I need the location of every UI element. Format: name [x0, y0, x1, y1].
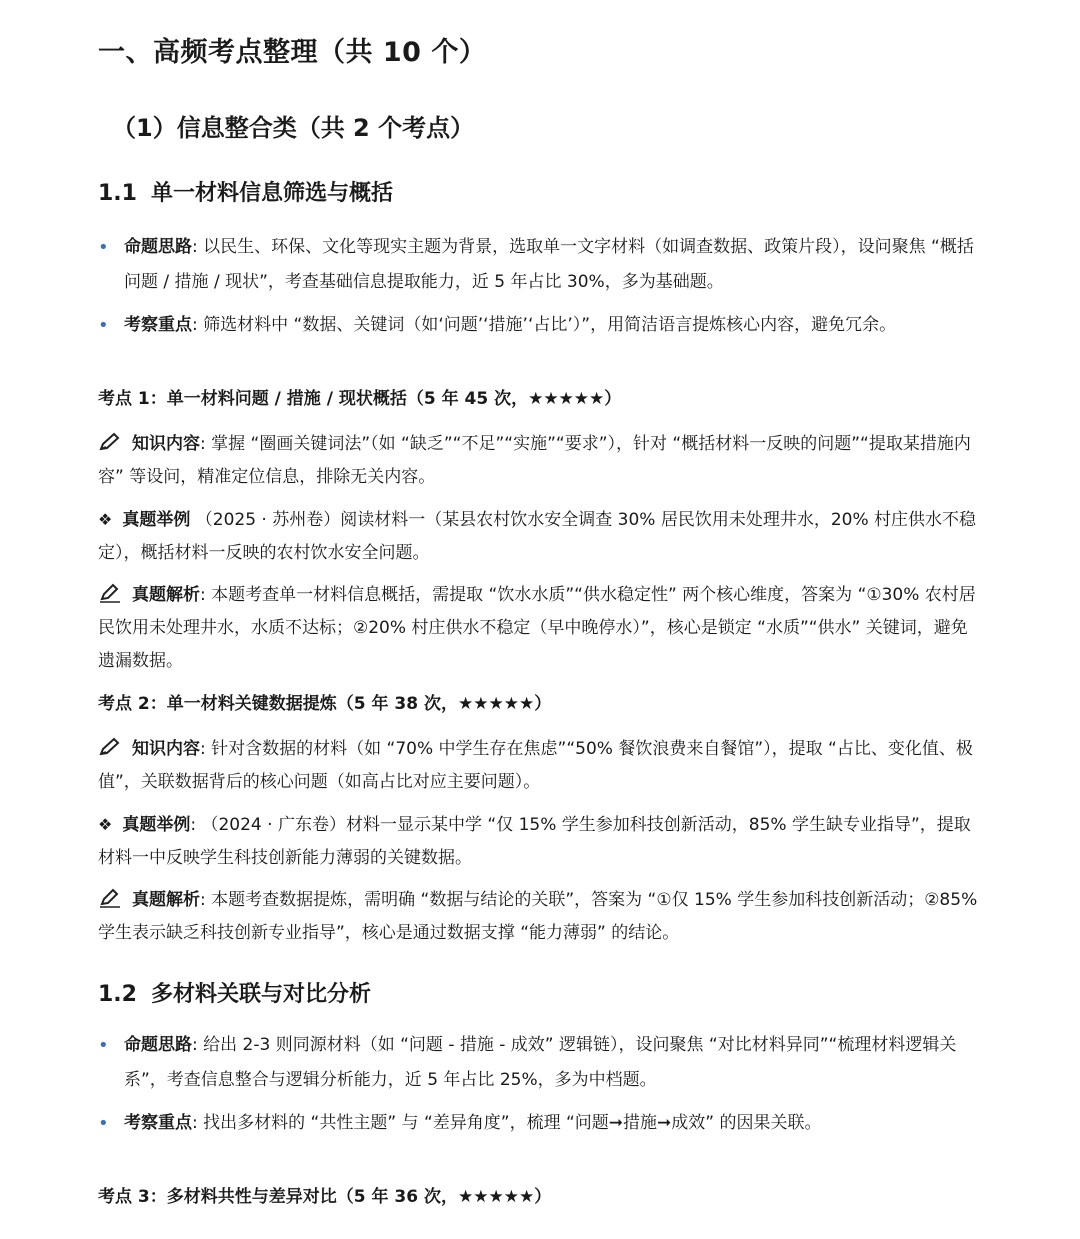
section-title: （1）信息整合类（共 2 个考点） — [112, 114, 475, 142]
bullet-icon: • — [98, 315, 109, 336]
example-paragraph: ❖ 真题举例 （2025 · 苏州卷）阅读材料一（某县农村饮水安全调查 30% 居民饮用未处理井水，20% 村庄供水不稳定），概括材料一反映的农村饮水安全问题。 — [98, 510, 977, 563]
bullet-icon: • — [98, 1113, 109, 1134]
example-paragraph: ❖ 真题举例: （2024 · 广东卷）材料一显示某中学 “仅 15% 学生参加科技创新活动，85% 学生缺专业指导”，提取材料一中反映学生科技创新能力薄弱的关键数据。 — [98, 815, 971, 868]
exam-point-heading: 考点 1：单一材料问题 / 措施 / 现状概括（5 年 45 次，★★★★★） — [98, 389, 622, 409]
bullet-icon: • — [98, 237, 109, 258]
exam-point-heading: 考点 2：单一材料关键数据提炼（5 年 38 次，★★★★★） — [98, 694, 552, 714]
bullet-text: 命题思路: 给出 2-3 则同源材料（如 “问题 - 措施 - 成效” 逻辑链），设问聚焦 “对比材料异同”“梳理材料逻辑关系”，考查信息整合与逻辑分析能力，近 5 年占比 25%，多为中档题。 — [124, 1035, 957, 1090]
analysis-paragraph: 真题解析: 本题考查单一材料信息概括，需提取 “饮水水质”“供水稳定性” 两个核心维度，答案为 “①30% 农村居民饮用未处理井水，水质不达标；②20% 村庄供水不稳定（早中晚停水）”，核心是锁定 “水质”“供水” 关键词，避免遗漏数据。 — [98, 579, 984, 678]
subsection-heading-1-1 — [98, 176, 393, 207]
bullet-item — [98, 1106, 984, 1141]
subsection-title: 多材料关联与对比分析 — [150, 982, 371, 1007]
bullet-item — [98, 230, 984, 300]
subsection-number: 1.1 — [98, 181, 137, 206]
bullet-icon: • — [98, 1035, 109, 1056]
diamond-icon: ❖ — [98, 510, 113, 529]
exam-point-heading: 考点 3：多材料共性与差异对比（5 年 36 次，★★★★★） — [98, 1187, 552, 1207]
pencil-edit-icon — [98, 582, 122, 602]
page-title: 一、高频考点整理（共 10 个） — [98, 37, 487, 68]
analysis-paragraph: 真题解析: 本题考查数据提炼，需明确 “数据与结论的关联”，答案为 “①仅 15% 学生参加科技创新活动；②85% 学生表示缺乏科技创新专业指导”，核心是通过数据支撑 “能力薄弱” 的结论。 — [98, 884, 984, 950]
bullet-item — [98, 1028, 984, 1098]
pencil-icon — [98, 736, 122, 756]
pencil-icon — [98, 431, 122, 451]
bullet-text: 命题思路: 以民生、环保、文化等现实主题为背景，选取单一文字材料（如调查数据、政策片段），设问聚焦 “概括问题 / 措施 / 现状”，考查基础信息提取能力，近 5 年占比 30%，多为基础题。 — [124, 237, 974, 292]
bullet-item — [98, 308, 984, 343]
bullet-text: 考察重点: 筛选材料中 “数据、关键词（如‘问题’‘措施’‘占比’）”，用简洁语言提炼核心内容，避免冗余。 — [124, 315, 897, 335]
bullet-text: 考察重点: 找出多材料的 “共性主题” 与 “差异角度”，梳理 “问题➞措施➞成效” 的因果关联。 — [124, 1113, 822, 1133]
diamond-icon: ❖ — [98, 815, 113, 834]
knowledge-paragraph: 知识内容: 针对含数据的材料（如 “70% 中学生存在焦虑”“50% 餐饮浪费来自餐馆”），提取 “占比、变化值、极值”，关联数据背后的核心问题（如高占比对应主要问题）。 — [98, 733, 984, 799]
pencil-edit-icon — [98, 887, 122, 907]
subsection-heading-1-2 — [98, 977, 371, 1008]
knowledge-paragraph: 知识内容: 掌握 “圈画关键词法”（如 “缺乏”“不足”“实施”“要求”），针对 “概括材料一反映的问题”“提取某措施内容” 等设问，精准定位信息，排除无关内容。 — [98, 428, 984, 494]
subsection-number: 1.2 — [98, 982, 137, 1007]
subsection-title: 单一材料信息筛选与概括 — [150, 181, 393, 206]
